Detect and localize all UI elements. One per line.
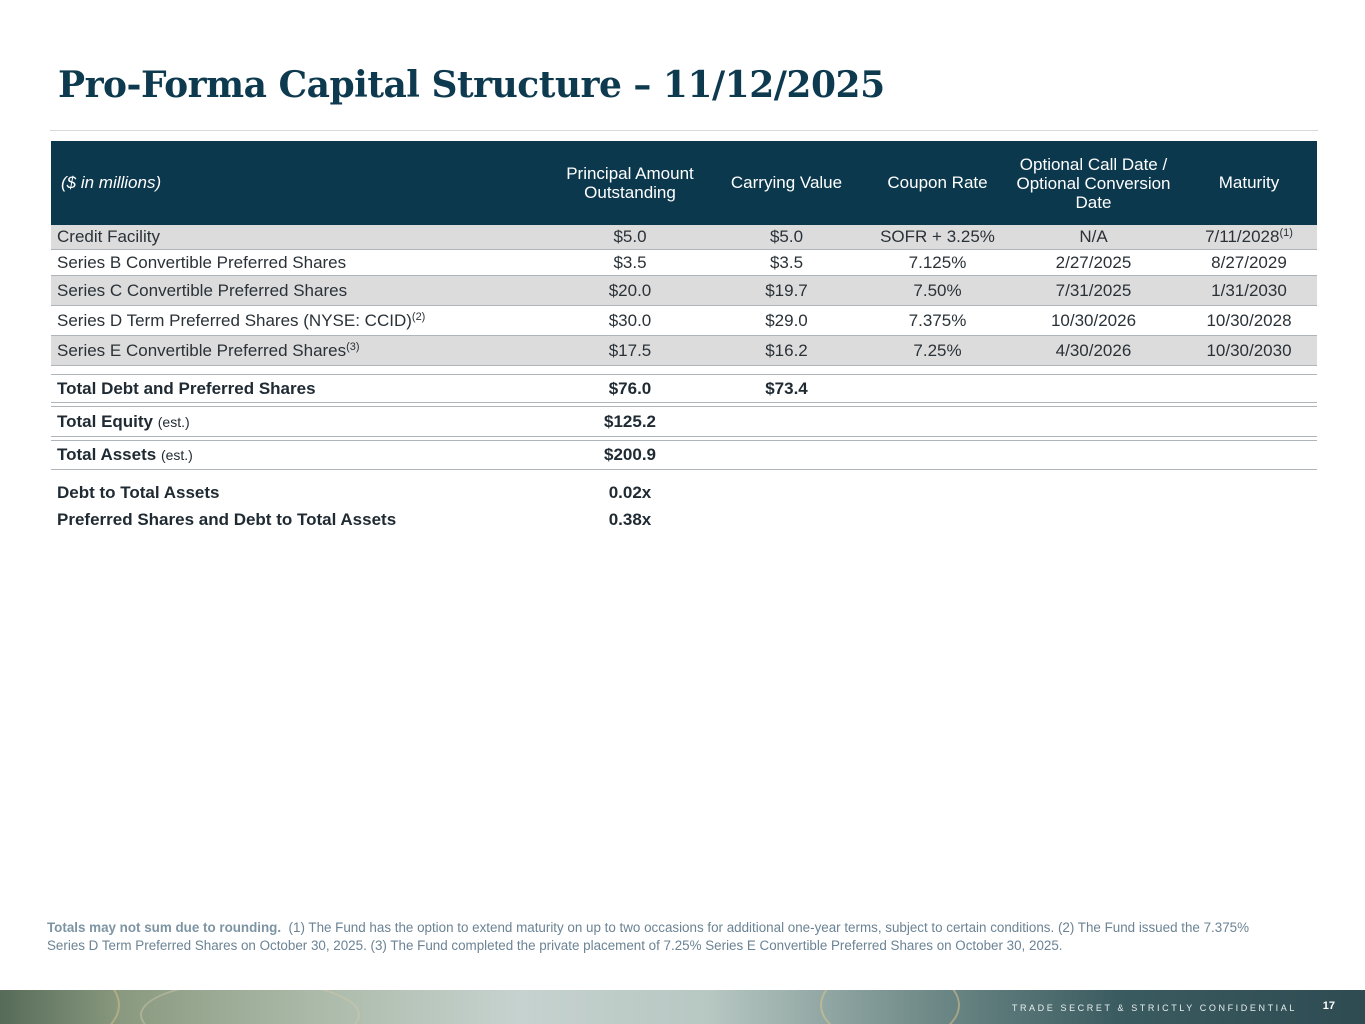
total-debt-row <box>51 374 1317 403</box>
header-principal: Principal Amount Outstanding <box>566 164 694 202</box>
decorative-swirl <box>0 990 120 1024</box>
row-label: Series E Convertible Preferred Shares$^{(3)}$ <box>57 340 360 360</box>
table-row <box>51 250 1317 276</box>
row-call: 2/27/2025 <box>1055 252 1132 272</box>
row-principal: $3.5 <box>613 252 647 272</box>
row-label: Series B Convertible Preferred Shares <box>57 252 347 272</box>
ratio-row <box>51 506 1317 533</box>
table-row <box>51 336 1317 366</box>
total-assets-row <box>51 440 1317 470</box>
row-principal: $17.5 <box>608 340 652 360</box>
page-number: 17 <box>1322 1000 1335 1012</box>
row-maturity: 8/27/2029 <box>1211 252 1287 272</box>
footnote-text: (1) The Fund has the option to extend maturity on up to two occasions for additional one-year terms, subject to certain conditions. (2) The Fund issued the 7.375% Series D Term Preferred Shares on October 30, 2025. (3) The Fund completed the private placement of 7.25% Series E Convertible Preferred Shares on October 30, 2025. <box>47 920 1249 953</box>
decorative-swirl <box>140 990 360 1024</box>
row-carrying: $19.7 <box>765 280 808 300</box>
footnote <box>47 919 1287 955</box>
ratio-row <box>51 479 1317 506</box>
footer-banner <box>0 990 1365 1024</box>
total-debt-label: Total Debt and Preferred Shares <box>57 378 316 398</box>
header-coupon-rate: Coupon Rate <box>887 173 988 192</box>
footnote-ref: (3) <box>346 340 360 353</box>
header-call-date: Optional Call Date / Optional Conversion Date <box>1016 154 1171 212</box>
total-assets-label: Total Assets (est.) <box>57 445 193 464</box>
table-row <box>51 306 1317 336</box>
ratio-label: Preferred Shares and Debt to Total Assets <box>57 509 397 529</box>
row-coupon: SOFR + 3.25% <box>880 227 995 246</box>
row-call: 10/30/2026 <box>1050 310 1137 330</box>
row-maturity: 10/30/2028 <box>1206 310 1292 330</box>
footnote-ref: (2) <box>411 310 426 323</box>
total-equity-value: $125.2 <box>604 411 656 431</box>
header-carrying-value: Carrying Value <box>730 173 843 192</box>
decorative-swirl <box>820 990 960 1024</box>
row-maturity: 1/31/2030 <box>1211 280 1287 300</box>
capital-structure-table <box>51 141 1317 533</box>
row-coupon: 7.125% <box>908 252 967 272</box>
row-carrying: $16.2 <box>765 340 808 360</box>
header-units: ($ in millions) <box>61 173 162 192</box>
row-label: Series D Term Preferred Shares (NYSE: CCID)$^{(2)}$ <box>57 310 426 330</box>
row-call: 4/30/2026 <box>1055 340 1132 360</box>
row-label: Series C Convertible Preferred Shares <box>57 280 348 300</box>
row-carrying: $29.0 <box>765 310 808 330</box>
footnote-ref: (1) <box>1279 227 1293 239</box>
row-principal: $30.0 <box>608 310 652 330</box>
total-equity-row <box>51 406 1317 437</box>
row-carrying: $3.5 <box>769 252 804 272</box>
page-title: Pro-Forma Capital Structure – 11/12/2025 <box>58 64 885 106</box>
row-principal: $20.0 <box>608 280 652 300</box>
total-equity-label: Total Equity (est.) <box>57 411 190 431</box>
total-assets-value: $200.9 <box>604 445 656 464</box>
footnote-lead: Totals may not sum due to rounding. <box>47 920 282 935</box>
row-maturity: 7/11/2028$^{(1)}$ <box>1205 227 1293 246</box>
row-coupon: 7.25% <box>913 340 962 360</box>
header-maturity: Maturity <box>1218 173 1280 192</box>
row-carrying: $5.0 <box>769 227 804 246</box>
ratio-value: 0.38x <box>608 509 652 529</box>
row-maturity: 10/30/2030 <box>1206 340 1292 360</box>
table-row <box>51 225 1317 250</box>
table-header <box>51 141 1317 225</box>
row-principal: $5.0 <box>613 227 647 246</box>
ratio-value: 0.02x <box>608 482 652 502</box>
row-call: N/A <box>1079 227 1108 246</box>
row-call: 7/31/2025 <box>1055 280 1132 300</box>
row-coupon: 7.375% <box>908 310 967 330</box>
confidential-label: TRADE SECRET & STRICTLY CONFIDENTIAL <box>1011 1003 1297 1013</box>
row-coupon: 7.50% <box>913 280 962 300</box>
row-label: Credit Facility <box>57 227 160 246</box>
total-debt-principal: $76.0 <box>608 378 652 398</box>
total-debt-carrying: $73.4 <box>765 378 808 398</box>
table-row <box>51 276 1317 306</box>
ratio-label: Debt to Total Assets <box>57 482 220 502</box>
title-divider <box>50 130 1318 131</box>
